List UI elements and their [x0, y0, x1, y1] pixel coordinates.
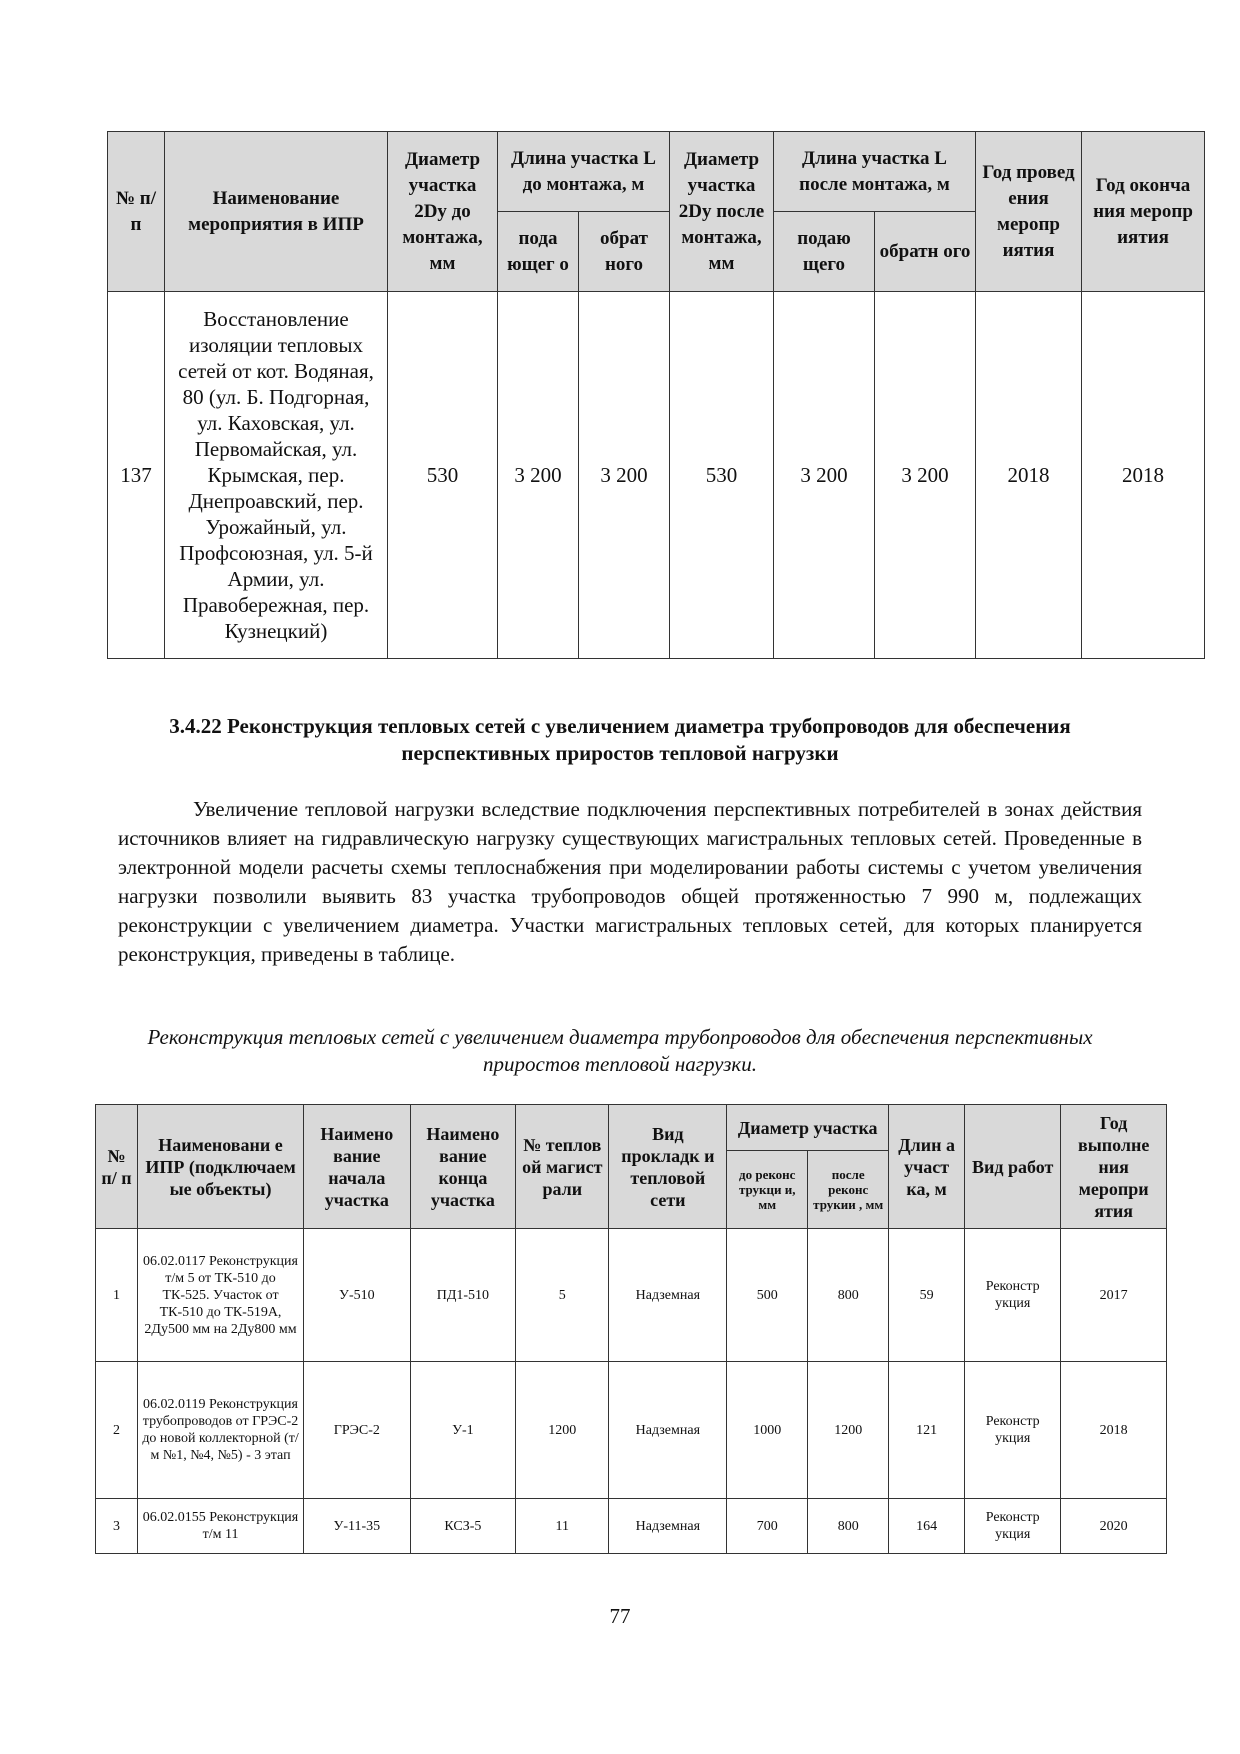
table-row [96, 1362, 1167, 1499]
header-work: Вид работ [965, 1105, 1061, 1229]
cell-year: 2018 [1061, 1362, 1167, 1499]
cell-return-after: 3 200 [875, 292, 976, 659]
header-laying: Вид прокладк и тепловой сети [609, 1105, 727, 1229]
page-number: 77 [609, 1604, 631, 1628]
header-year-end: Год оконча ния меропр иятия [1082, 132, 1205, 292]
cell-start: ГРЭС-2 [304, 1362, 411, 1499]
cell-length: 164 [889, 1499, 965, 1554]
cell-diam-after: 800 [808, 1499, 889, 1554]
cell-diam-after: 800 [808, 1229, 889, 1362]
cell-name: Восстановление изоляции тепловых сетей от кот. Водяная, 80 (ул. Б. Подгорная, ул. Каховская, ул. Первомайская, ул. Крымская, пер. Днепроавский, пер. Урожайный, ул. Профсоюзная, ул. 5-й Армии, ул. Правобережная, пер. Кузнецкий) [165, 292, 388, 659]
cell-year-end: 2018 [1082, 292, 1205, 659]
cell-length: 59 [889, 1229, 965, 1362]
cell-laying: Надземная [609, 1499, 727, 1554]
cell-name: 06.02.0119 Реконструкция трубопроводов от ГРЭС-2 до новой коллекторной (т/м №1, №4, №5) - 3 этап [138, 1362, 304, 1499]
cell-end: У-1 [410, 1362, 516, 1499]
header-year-start: Год провед ения меропр иятия [976, 132, 1082, 292]
cell-start: У-510 [304, 1229, 411, 1362]
header-name: Наименовани е ИПР (подключаем ые объекты) [138, 1105, 304, 1229]
cell-return-before: 3 200 [579, 292, 670, 659]
cell-num: 1 [96, 1229, 138, 1362]
header-year: Год выполне ния меропри ятия [1061, 1105, 1167, 1229]
cell-name: 06.02.0117 Реконструкция т/м 5 от ТК-510 до ТК-525. Участок от ТК-510 до ТК-519А, 2Ду500 мм на 2Ду800 мм [138, 1229, 304, 1362]
header-diameter: Диаметр участка [727, 1105, 889, 1151]
header-name: Наименование мероприятия в ИПР [165, 132, 388, 292]
cell-end: КСЗ-5 [410, 1499, 516, 1554]
header-start: Наимено вание начала участка [304, 1105, 411, 1229]
header-main-no: № теплов ой магист рали [516, 1105, 609, 1229]
cell-start: У-11-35 [304, 1499, 411, 1554]
cell-year-start: 2018 [976, 292, 1082, 659]
cell-end: ПД1-510 [410, 1229, 516, 1362]
header-supply-before: пода ющег о [498, 212, 579, 292]
table-row [96, 1499, 1167, 1554]
header-supply-after: подаю щего [774, 212, 875, 292]
cell-name: 06.02.0155 Реконструкция т/м 11 [138, 1499, 304, 1554]
cell-diam-after: 530 [670, 292, 774, 659]
table-row [96, 1229, 1167, 1362]
cell-diam-before: 700 [727, 1499, 808, 1554]
cell-main-no: 5 [516, 1229, 609, 1362]
cell-length: 121 [889, 1362, 965, 1499]
table-row [108, 292, 1205, 659]
cell-main-no: 11 [516, 1499, 609, 1554]
cell-laying: Надземная [609, 1362, 727, 1499]
cell-work: Реконстр укция [965, 1499, 1061, 1554]
cell-num: 137 [108, 292, 165, 659]
header-length: Длин а участ ка, м [889, 1105, 965, 1229]
cell-diam-before: 500 [727, 1229, 808, 1362]
section-heading: 3.4.22 Реконструкция тепловых сетей с увеличением диаметра трубопроводов для обеспечения перспективных приростов тепловой нагрузки [169, 714, 1071, 765]
cell-main-no: 1200 [516, 1362, 609, 1499]
cell-supply-before: 3 200 [498, 292, 579, 659]
header-length-after: Длина участка L после монтажа, м [774, 132, 976, 212]
cell-work: Реконстр укция [965, 1362, 1061, 1499]
header-return-after: обратн ого [875, 212, 976, 292]
cell-diam-before: 1000 [727, 1362, 808, 1499]
table-caption: Реконструкция тепловых сетей с увеличением диаметра трубопроводов для обеспечения перспективных приростов тепловой нагрузки. [147, 1025, 1093, 1076]
header-num: № п/ п [96, 1105, 138, 1229]
cell-laying: Надземная [609, 1229, 727, 1362]
header-end: Наимено вание конца участка [410, 1105, 516, 1229]
header-length-before: Длина участка L до монтажа, м [498, 132, 670, 212]
cell-num: 3 [96, 1499, 138, 1554]
header-diam-before: до реконс трукци и, мм [727, 1151, 808, 1229]
section-paragraph: Увеличение тепловой нагрузки вследствие подключения перспективных потребителей в зонах действия источников влияет на гидравлическую нагрузку существующих магистральных тепловых сетей. Проведенные в электронной модели расчеты схемы теплоснабжения при моделировании работы системы с учетом увеличения нагрузки позволили выявить 83 участка трубопроводов общей протяженностью 7 990 м, подлежащих реконструкции с увеличением диаметра. Участки магистральных тепловых сетей, для которых планируется реконструкция, приведены в таблице. [118, 797, 1142, 966]
header-diam-after: Диаметр участка 2Dy после монтажа, мм [670, 132, 774, 292]
header-diam-after: после реконс трукии , мм [808, 1151, 889, 1229]
measures-table [107, 131, 1205, 659]
header-diam-before: Диаметр участка 2Dy до монтажа, мм [388, 132, 498, 292]
cell-work: Реконстр укция [965, 1229, 1061, 1362]
cell-diam-before: 530 [388, 292, 498, 659]
cell-supply-after: 3 200 [774, 292, 875, 659]
cell-year: 2020 [1061, 1499, 1167, 1554]
header-num: № п/п [108, 132, 165, 292]
header-return-before: обрат ного [579, 212, 670, 292]
cell-diam-after: 1200 [808, 1362, 889, 1499]
cell-year: 2017 [1061, 1229, 1167, 1362]
cell-num: 2 [96, 1362, 138, 1499]
reconstruction-table [95, 1104, 1167, 1554]
